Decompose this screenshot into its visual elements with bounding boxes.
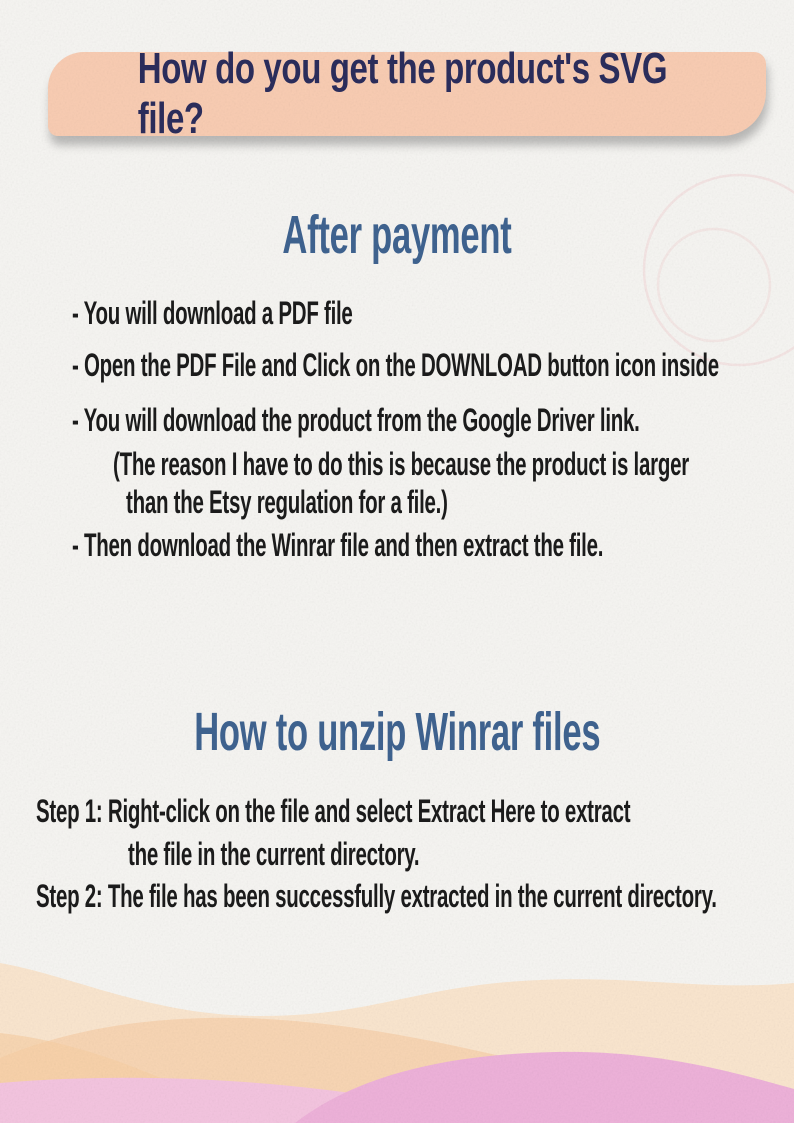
after-payment-heading-text: After payment (282, 205, 512, 265)
payment-bullet-text: - You will download the product from the Google Driver link. (72, 402, 640, 438)
unzip-step-text: Step 1: Right-click on the file and select Extract Here to extract (36, 793, 631, 829)
payment-note-text: than the Etsy regulation for a file.) (126, 484, 448, 520)
unzip-step-text: the file in the current directory. (128, 836, 420, 872)
payment-bullet-winrar (72, 529, 794, 563)
unzip-step-1-line-2 (128, 838, 583, 872)
wave-decoration (0, 923, 794, 1123)
unzip-step-2 (36, 880, 794, 914)
wave-orange-left (0, 1033, 215, 1123)
payment-bullet-text: - You will download a PDF file (72, 295, 353, 331)
unzip-heading-text: How to unzip Winrar files (193, 702, 601, 762)
payment-bullet-text: - Open the PDF File and Click on the DOWNLOAD button icon inside (72, 347, 719, 383)
unzip-step-text: Step 2: The file has been successfully extracted in the current directory. (36, 878, 717, 914)
wave-peach (0, 1018, 794, 1123)
wave-cream (0, 963, 794, 1123)
wave-pink-light (0, 1078, 794, 1123)
payment-note-line-2 (126, 486, 629, 520)
payment-note-text: (The reason I have to do this is because the product is larger (113, 446, 689, 482)
payment-bullet-pdf-download (72, 297, 510, 331)
payment-bullet-google-drive (72, 404, 794, 438)
wave-pink-deep (295, 1052, 794, 1123)
title-banner (48, 44, 766, 143)
circle-decoration (574, 130, 794, 430)
payment-bullet-text: - Then download the Winrar file and then extract the file. (72, 527, 604, 563)
payment-note-line-1 (113, 448, 794, 482)
page-title: How do you get the product's SVG file? (137, 44, 668, 143)
section-heading-after-payment (0, 204, 794, 266)
unzip-step-1-line-1 (36, 795, 794, 829)
payment-bullet-open-pdf (72, 349, 794, 383)
section-heading-unzip (0, 701, 794, 763)
